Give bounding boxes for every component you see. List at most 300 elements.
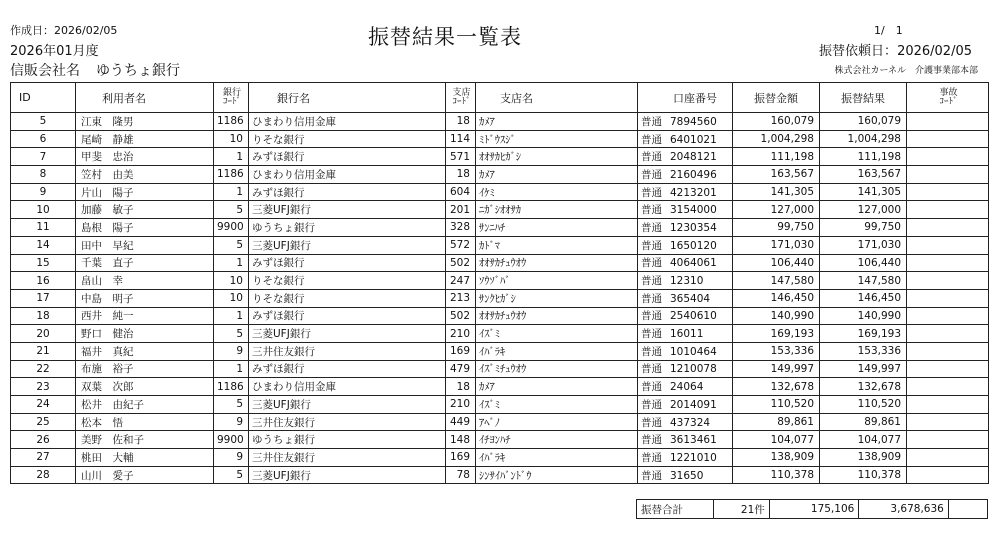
cell-amount: 169,193 (733, 325, 820, 343)
cell-branch-code: 210 (446, 396, 476, 414)
cell-id: 8 (11, 166, 76, 184)
cell-branch-code: 18 (446, 378, 476, 396)
cell-result: 146,450 (820, 289, 907, 307)
cell-bank-name: 三菱UFJ銀行 (249, 466, 446, 484)
cell-user-name: 片山 陽子 (76, 183, 214, 201)
cell-bank-name: みずほ銀行 (249, 183, 446, 201)
cell-amount: 140,990 (733, 307, 820, 325)
cell-bank-name: みずほ銀行 (249, 148, 446, 166)
cell-amount: 171,030 (733, 236, 820, 254)
account-number: 31650 (670, 469, 704, 482)
cell-reason (907, 396, 989, 414)
request-date-line (819, 40, 972, 59)
cell-branch-name: ｲﾁﾖﾝﾊﾁ (476, 431, 638, 449)
table-row (11, 201, 989, 219)
table-row (11, 272, 989, 290)
cell-branch-name: ｶﾒｱ (476, 113, 638, 131)
table-row (11, 219, 989, 237)
table-row (11, 413, 989, 431)
cell-result: 104,077 (820, 431, 907, 449)
cell-amount: 106,440 (733, 254, 820, 272)
col-header-bank-code (214, 83, 249, 113)
account-type: 普通 (641, 345, 662, 358)
cell-amount: 160,079 (733, 113, 820, 131)
col-header-reason (907, 83, 989, 113)
cell-result: 106,440 (820, 254, 907, 272)
table-row (11, 449, 989, 467)
cell-branch-code: 247 (446, 272, 476, 290)
cell-bank-code: 1186 (214, 113, 249, 131)
cell-bank-name: みずほ銀行 (249, 307, 446, 325)
cell-result: 138,909 (820, 449, 907, 467)
table-row (11, 254, 989, 272)
cell-branch-code: 604 (446, 183, 476, 201)
cell-account (638, 449, 733, 467)
account-type: 普通 (641, 221, 662, 234)
cell-branch-name: ｻﾝﾆﾊﾁ (476, 219, 638, 237)
cell-amount: 99,750 (733, 219, 820, 237)
cell-user-name: 中島 明子 (76, 289, 214, 307)
cell-bank-name: りそな銀行 (249, 130, 446, 148)
cell-id: 20 (11, 325, 76, 343)
table-row (11, 325, 989, 343)
cell-bank-code: 1 (214, 360, 249, 378)
cell-bank-name: りそな銀行 (249, 272, 446, 290)
cell-id: 9 (11, 183, 76, 201)
cell-bank-code: 9 (214, 449, 249, 467)
account-number: 7894560 (670, 115, 717, 128)
cell-id: 28 (11, 466, 76, 484)
cell-amount: 146,450 (733, 289, 820, 307)
cell-reason (907, 307, 989, 325)
cell-user-name: 桃田 大輔 (76, 449, 214, 467)
cell-account (638, 307, 733, 325)
cell-reason (907, 289, 989, 307)
cell-account (638, 113, 733, 131)
cell-branch-code: 18 (446, 113, 476, 131)
account-type: 普通 (641, 381, 662, 394)
request-date: 2026/02/05 (897, 44, 972, 59)
cell-id: 15 (11, 254, 76, 272)
billing-period: 2026年01月度 (10, 44, 99, 59)
cell-bank-name: 三菱UFJ銀行 (249, 201, 446, 219)
table-row (11, 166, 989, 184)
cell-reason (907, 166, 989, 184)
cell-result: 141,305 (820, 183, 907, 201)
cell-branch-code: 449 (446, 413, 476, 431)
cell-id: 27 (11, 449, 76, 467)
cell-bank-name: 三菱UFJ銀行 (249, 236, 446, 254)
account-type: 普通 (641, 451, 662, 464)
table-row (11, 466, 989, 484)
table-row (11, 342, 989, 360)
cell-bank-code: 9900 (214, 431, 249, 449)
cell-account (638, 466, 733, 484)
cell-reason (907, 148, 989, 166)
cell-result: 132,678 (820, 378, 907, 396)
cell-reason (907, 378, 989, 396)
cell-branch-code: 571 (446, 148, 476, 166)
cell-account (638, 236, 733, 254)
cell-user-name: 松井 由紀子 (76, 396, 214, 414)
cell-account (638, 289, 733, 307)
cell-branch-name: ｻﾝｸﾋｶﾞｼ (476, 289, 638, 307)
account-number: 16011 (670, 328, 704, 341)
account-number: 1230354 (670, 221, 717, 234)
cell-amount: 104,077 (733, 431, 820, 449)
account-type: 普通 (641, 469, 662, 482)
cell-amount: 163,567 (733, 166, 820, 184)
account-number: 12310 (670, 275, 704, 288)
cell-branch-code: 148 (446, 431, 476, 449)
cell-bank-name: ゆうちょ銀行 (249, 431, 446, 449)
cell-result: 149,997 (820, 360, 907, 378)
account-type: 普通 (641, 257, 662, 270)
cell-reason (907, 466, 989, 484)
cell-id: 16 (11, 272, 76, 290)
cell-branch-code: 328 (446, 219, 476, 237)
account-type: 普通 (641, 168, 662, 181)
cell-account (638, 272, 733, 290)
cell-id: 22 (11, 360, 76, 378)
col-header-result: 振替結果 (820, 83, 907, 113)
cell-id: 18 (11, 307, 76, 325)
account-type: 普通 (641, 398, 662, 411)
cell-user-name: 田中 早紀 (76, 236, 214, 254)
cell-amount: 147,580 (733, 272, 820, 290)
cell-id: 25 (11, 413, 76, 431)
total-amount: 175,106 (769, 500, 859, 519)
cell-amount: 89,861 (733, 413, 820, 431)
cell-amount: 111,198 (733, 148, 820, 166)
cell-result: 99,750 (820, 219, 907, 237)
account-number: 4064061 (670, 257, 717, 270)
table-row (11, 183, 989, 201)
cell-branch-code: 169 (446, 449, 476, 467)
cell-bank-code: 1 (214, 254, 249, 272)
cell-user-name: 畠山 幸 (76, 272, 214, 290)
account-type: 普通 (641, 310, 662, 323)
account-number: 1210078 (670, 363, 717, 376)
cell-account (638, 378, 733, 396)
cell-branch-name: ｶﾒｱ (476, 378, 638, 396)
account-number: 2540610 (670, 310, 717, 323)
total-row (637, 500, 988, 519)
cell-bank-code: 5 (214, 325, 249, 343)
cell-amount: 1,004,298 (733, 130, 820, 148)
cell-bank-code: 5 (214, 466, 249, 484)
account-type: 普通 (641, 204, 662, 217)
col-header-reason-2: ｺｰﾄﾞ (939, 96, 958, 107)
cell-branch-name: ｲﾊﾞﾗｷ (476, 449, 638, 467)
col-header-branch-code-2: ｺｰﾄﾞ (452, 96, 471, 107)
cell-reason (907, 113, 989, 131)
cell-branch-name: ｵｵｻｶﾋｶﾞｼ (476, 148, 638, 166)
cell-bank-name: ひまわり信用金庫 (249, 378, 446, 396)
created-date-label: 作成日： (10, 24, 54, 37)
account-type: 普通 (641, 275, 662, 288)
cell-branch-name: ｲｽﾞﾐ (476, 325, 638, 343)
cell-bank-name: ゆうちょ銀行 (249, 219, 446, 237)
sender-name: ゆうちょ銀行 (96, 63, 180, 79)
cell-user-name: 甲斐 忠治 (76, 148, 214, 166)
table-row (11, 113, 989, 131)
cell-bank-code: 10 (214, 289, 249, 307)
cell-id: 17 (11, 289, 76, 307)
cell-user-name: 双葉 次郎 (76, 378, 214, 396)
cell-reason (907, 449, 989, 467)
cell-bank-name: 三菱UFJ銀行 (249, 396, 446, 414)
total-result: 3,678,636 (859, 500, 949, 519)
account-type: 普通 (641, 151, 662, 164)
account-number: 1221010 (670, 451, 717, 464)
cell-branch-name: ｲｹﾐ (476, 183, 638, 201)
account-number: 3154000 (670, 204, 717, 217)
cell-account (638, 396, 733, 414)
account-number: 6401021 (670, 133, 717, 146)
cell-bank-code: 1 (214, 183, 249, 201)
cell-branch-name: ｶﾄﾞﾏ (476, 236, 638, 254)
table-row (11, 307, 989, 325)
table-row (11, 396, 989, 414)
cell-bank-code: 10 (214, 272, 249, 290)
account-type: 普通 (641, 292, 662, 305)
cell-result: 163,567 (820, 166, 907, 184)
cell-reason (907, 272, 989, 290)
cell-amount: 110,520 (733, 396, 820, 414)
cell-reason (907, 413, 989, 431)
cell-user-name: 山川 愛子 (76, 466, 214, 484)
cell-bank-name: 三井住友銀行 (249, 449, 446, 467)
account-number: 24064 (670, 381, 704, 394)
cell-bank-code: 9 (214, 413, 249, 431)
cell-bank-code: 9 (214, 342, 249, 360)
account-type: 普通 (641, 363, 662, 376)
cell-result: 140,990 (820, 307, 907, 325)
cell-reason (907, 219, 989, 237)
cell-id: 14 (11, 236, 76, 254)
cell-bank-code: 10 (214, 130, 249, 148)
cell-reason (907, 201, 989, 219)
cell-amount: 153,336 (733, 342, 820, 360)
cell-id: 21 (11, 342, 76, 360)
account-number: 1010464 (670, 345, 717, 358)
account-number: 1650120 (670, 239, 717, 252)
cell-id: 10 (11, 201, 76, 219)
cell-branch-name: ｲｽﾞﾐ (476, 396, 638, 414)
col-header-account: 口座番号 (638, 83, 733, 113)
cell-bank-code: 5 (214, 396, 249, 414)
cell-reason (907, 342, 989, 360)
cell-branch-code: 479 (446, 360, 476, 378)
cell-bank-name: みずほ銀行 (249, 360, 446, 378)
cell-branch-code: 78 (446, 466, 476, 484)
account-number: 4213201 (670, 186, 717, 199)
cell-result: 89,861 (820, 413, 907, 431)
col-header-branch-code (446, 83, 476, 113)
cell-result: 1,004,298 (820, 130, 907, 148)
account-type: 普通 (641, 186, 662, 199)
cell-account (638, 431, 733, 449)
table-row (11, 360, 989, 378)
cell-branch-code: 213 (446, 289, 476, 307)
sender-line (10, 60, 196, 80)
account-number: 437324 (670, 416, 711, 429)
cell-bank-name: ひまわり信用金庫 (249, 113, 446, 131)
cell-account (638, 325, 733, 343)
table-row (11, 236, 989, 254)
cell-branch-name: ｶﾒｱ (476, 166, 638, 184)
cell-amount: 149,997 (733, 360, 820, 378)
cell-branch-name: ｼﾝｻｲﾊﾞﾝﾄﾞｳ (476, 466, 638, 484)
cell-branch-name: ｲｽﾞﾐﾁｭｳｵｳ (476, 360, 638, 378)
cell-reason (907, 360, 989, 378)
cell-bank-code: 1 (214, 307, 249, 325)
cell-bank-code: 1186 (214, 378, 249, 396)
cell-account (638, 413, 733, 431)
account-type: 普通 (641, 328, 662, 341)
cell-branch-name: ｵｵｻｶﾁｭｳｵｳ (476, 254, 638, 272)
cell-reason (907, 236, 989, 254)
page-title: 振替結果一覧表 (368, 25, 522, 49)
cell-account (638, 148, 733, 166)
cell-user-name: 笠村 由美 (76, 166, 214, 184)
account-type: 普通 (641, 239, 662, 252)
cell-reason (907, 130, 989, 148)
cell-bank-code: 1 (214, 148, 249, 166)
cell-result: 110,520 (820, 396, 907, 414)
col-header-bank-code-1: 銀行 (222, 87, 241, 98)
cell-user-name: 美野 佐和子 (76, 431, 214, 449)
cell-branch-code: 572 (446, 236, 476, 254)
account-type: 普通 (641, 115, 662, 128)
cell-id: 26 (11, 431, 76, 449)
table-row (11, 289, 989, 307)
transfer-results-table (10, 82, 989, 484)
cell-user-name: 布施 裕子 (76, 360, 214, 378)
cell-user-name: 島根 陽子 (76, 219, 214, 237)
cell-user-name: 松本 悟 (76, 413, 214, 431)
cell-bank-code: 5 (214, 236, 249, 254)
account-type: 普通 (641, 416, 662, 429)
cell-user-name: 千葉 直子 (76, 254, 214, 272)
total-row-table (636, 499, 988, 519)
created-date: 2026/02/05 (54, 24, 118, 37)
col-header-branch-code-1: 支店 (452, 87, 471, 98)
total-label: 振替合計 (637, 500, 714, 519)
company-name: 株式会社カーネル 介護事業部本部 (834, 66, 978, 76)
cell-result: 171,030 (820, 236, 907, 254)
cell-result: 169,193 (820, 325, 907, 343)
col-header-branch-name: 支店名 (476, 83, 638, 113)
cell-id: 24 (11, 396, 76, 414)
cell-branch-name: ｵｵｻｶﾁｭｳｵｳ (476, 307, 638, 325)
cell-bank-name: 三井住友銀行 (249, 342, 446, 360)
cell-reason (907, 325, 989, 343)
cell-branch-name: ﾐﾄﾞｳｽｼﾞ (476, 130, 638, 148)
account-number: 2160496 (670, 168, 717, 181)
cell-branch-code: 169 (446, 342, 476, 360)
table-row (11, 378, 989, 396)
cell-account (638, 130, 733, 148)
cell-bank-name: りそな銀行 (249, 289, 446, 307)
cell-amount: 141,305 (733, 183, 820, 201)
total-reason (948, 500, 987, 519)
cell-user-name: 加藤 敏子 (76, 201, 214, 219)
account-type: 普通 (641, 434, 662, 447)
cell-result: 160,079 (820, 113, 907, 131)
account-number: 365404 (670, 292, 711, 305)
cell-user-name: 尾崎 静雄 (76, 130, 214, 148)
col-header-id: ID (11, 83, 76, 113)
cell-branch-name: ｲﾊﾞﾗｷ (476, 342, 638, 360)
cell-user-name: 野口 健治 (76, 325, 214, 343)
cell-result: 147,580 (820, 272, 907, 290)
account-type: 普通 (641, 133, 662, 146)
cell-branch-code: 201 (446, 201, 476, 219)
request-date-label: 振替依頼日： (819, 44, 898, 59)
col-header-bank-code-2: ｺｰﾄﾞ (222, 96, 241, 107)
cell-branch-name: ｿｳｿﾞﾊﾞ (476, 272, 638, 290)
cell-reason (907, 183, 989, 201)
cell-bank-name: 三井住友銀行 (249, 413, 446, 431)
created-date-line (10, 22, 117, 38)
cell-account (638, 254, 733, 272)
account-number: 2048121 (670, 151, 717, 164)
cell-bank-code: 9900 (214, 219, 249, 237)
table-header-row (11, 83, 989, 113)
cell-amount: 110,378 (733, 466, 820, 484)
cell-amount: 127,000 (733, 201, 820, 219)
page-number: 1/ 1 (874, 24, 903, 37)
col-header-bank-name: 銀行名 (249, 83, 446, 113)
cell-user-name: 西井 純一 (76, 307, 214, 325)
cell-amount: 138,909 (733, 449, 820, 467)
table-row (11, 431, 989, 449)
table-row (11, 148, 989, 166)
cell-bank-name: ひまわり信用金庫 (249, 166, 446, 184)
cell-user-name: 福井 真紀 (76, 342, 214, 360)
cell-id: 6 (11, 130, 76, 148)
cell-reason (907, 431, 989, 449)
cell-bank-code: 5 (214, 201, 249, 219)
cell-amount: 132,678 (733, 378, 820, 396)
cell-branch-code: 18 (446, 166, 476, 184)
cell-id: 23 (11, 378, 76, 396)
cell-id: 11 (11, 219, 76, 237)
col-header-user: 利用者名 (76, 83, 214, 113)
cell-branch-code: 114 (446, 130, 476, 148)
cell-account (638, 183, 733, 201)
cell-branch-code: 502 (446, 307, 476, 325)
cell-branch-code: 210 (446, 325, 476, 343)
col-header-amount: 振替金額 (733, 83, 820, 113)
account-number: 2014091 (670, 398, 717, 411)
table-row (11, 130, 989, 148)
cell-account (638, 166, 733, 184)
total-count: 21件 (714, 500, 770, 519)
cell-bank-code: 1186 (214, 166, 249, 184)
cell-account (638, 360, 733, 378)
cell-bank-name: 三菱UFJ銀行 (249, 325, 446, 343)
cell-account (638, 201, 733, 219)
cell-result: 110,378 (820, 466, 907, 484)
col-header-reason-1: 事故 (939, 87, 958, 98)
cell-id: 5 (11, 113, 76, 131)
cell-user-name: 江東 隆男 (76, 113, 214, 131)
account-number: 3613461 (670, 434, 717, 447)
cell-reason (907, 254, 989, 272)
